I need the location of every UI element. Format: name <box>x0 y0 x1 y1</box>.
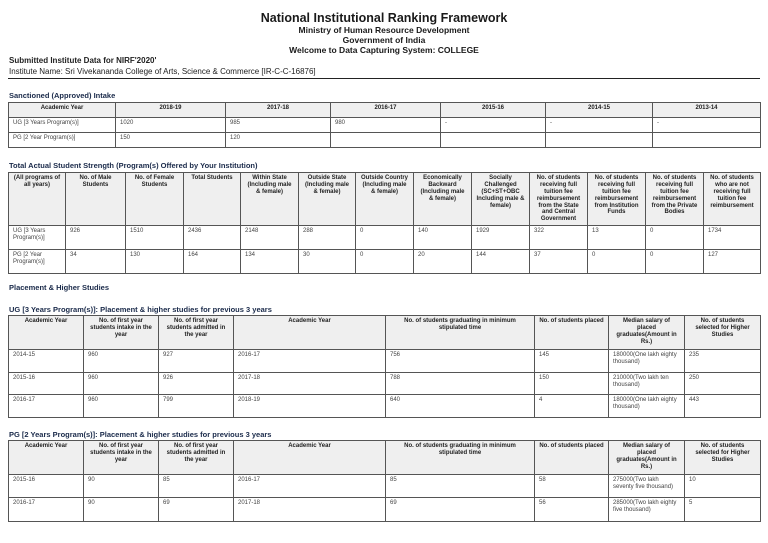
welcome-label: Welcome to Data Capturing System: COLLEGE <box>289 45 479 55</box>
column-header: No. of students receiving full tuition fee reimbursement from Institution Funds <box>588 173 646 226</box>
table-cell: 0 <box>646 226 704 250</box>
table-cell: 2017-18 <box>234 498 386 522</box>
table-cell: - <box>653 118 761 133</box>
column-header: No. of students placed <box>535 316 609 350</box>
column-header: No. of students selected for Higher Studies <box>685 441 761 475</box>
table-cell: 69 <box>159 498 234 522</box>
table-cell: 0 <box>588 250 646 274</box>
column-header: Median salary of placed graduates(Amount in Rs.) <box>609 316 685 350</box>
table-row <box>9 250 761 274</box>
table-cell <box>653 133 761 148</box>
column-header: No. of first year students admitted in the year <box>159 441 234 475</box>
table-cell: 926 <box>159 373 234 395</box>
table-cell: 180000(One lakh eighty thousand) <box>609 350 685 373</box>
column-header: Outside State (Including male & female) <box>299 173 356 226</box>
column-header: No. of first year students intake in the year <box>84 316 159 350</box>
strength-title: Total Actual Student Strength (Program(s) Offered by Your Institution) <box>9 161 258 170</box>
table-cell: 69 <box>386 498 535 522</box>
column-header: Academic Year <box>9 316 84 350</box>
column-header: Median salary of placed graduates(Amount in Rs.) <box>609 441 685 475</box>
column-header: No. of students receiving full tuition fee reimbursement from the State and Central Government <box>530 173 588 226</box>
table-cell: 2017-18 <box>234 373 386 395</box>
table-row <box>9 475 761 498</box>
table-cell: 58 <box>535 475 609 498</box>
column-header: No. of first year students intake in the year <box>84 441 159 475</box>
table-cell: 20 <box>414 250 472 274</box>
table-cell: 127 <box>704 250 761 274</box>
table-cell: 927 <box>159 350 234 373</box>
table-cell: 10 <box>685 475 761 498</box>
table-cell: 980 <box>331 118 441 133</box>
ug-placement-table <box>8 315 761 418</box>
sanctioned-intake-table <box>8 102 761 148</box>
table-cell: 2015-16 <box>9 475 84 498</box>
table-cell: 13 <box>588 226 646 250</box>
ug-placement-title: UG [3 Years Program(s)]: Placement & higher studies for previous 3 years <box>9 305 272 314</box>
column-header: No. of students selected for Higher Studies <box>685 316 761 350</box>
table-cell: 2436 <box>184 226 241 250</box>
table-cell: 235 <box>685 350 761 373</box>
table-cell: 34 <box>66 250 126 274</box>
column-header: No. of students graduating in minimum stipulated time <box>386 316 535 350</box>
table-cell <box>546 133 653 148</box>
table-cell: 180000(One lakh eighty thousand) <box>609 395 685 418</box>
table-cell: 926 <box>66 226 126 250</box>
column-header: 2018-19 <box>116 103 226 118</box>
table-cell: 37 <box>530 250 588 274</box>
table-header-row <box>9 316 761 350</box>
table-cell: 2016-17 <box>234 475 386 498</box>
column-header: 2017-18 <box>226 103 331 118</box>
column-header: No. of Male Students <box>66 173 126 226</box>
table-row <box>9 395 761 418</box>
table-cell: 144 <box>472 250 530 274</box>
table-cell: 2148 <box>241 226 299 250</box>
column-header: No. of students placed <box>535 441 609 475</box>
table-cell: 2016-17 <box>9 498 84 522</box>
table-cell: 2016-17 <box>9 395 84 418</box>
column-header: 2014-15 <box>546 103 653 118</box>
table-cell: 145 <box>535 350 609 373</box>
table-header-row <box>9 173 761 226</box>
column-header: Academic Year <box>9 441 84 475</box>
table-cell: 756 <box>386 350 535 373</box>
table-cell: 1734 <box>704 226 761 250</box>
table-row <box>9 226 761 250</box>
table-cell: 960 <box>84 395 159 418</box>
placement-title: Placement & Higher Studies <box>9 283 110 292</box>
table-cell: 1929 <box>472 226 530 250</box>
column-header: Academic Year <box>234 316 386 350</box>
table-cell: 30 <box>299 250 356 274</box>
table-cell: 2014-15 <box>9 350 84 373</box>
table-row <box>9 498 761 522</box>
table-cell: 275000(Two lakh seventy five thousand) <box>609 475 685 498</box>
table-cell <box>441 133 546 148</box>
table-cell: 1020 <box>116 118 226 133</box>
table-cell: 150 <box>535 373 609 395</box>
student-strength-table <box>8 172 761 274</box>
sanctioned-title: Sanctioned (Approved) Intake <box>9 91 116 100</box>
table-cell: 960 <box>84 373 159 395</box>
table-cell: 85 <box>159 475 234 498</box>
table-cell: 788 <box>386 373 535 395</box>
column-header: Total Students <box>184 173 241 226</box>
table-cell: PG [2 Year Program(s)] <box>9 250 66 274</box>
table-cell: 443 <box>685 395 761 418</box>
table-cell: 2016-17 <box>234 350 386 373</box>
institute-name: Institute Name: Sri Vivekananda College of Arts, Science & Commerce [IR-C-C-16876] <box>9 67 316 76</box>
table-cell: 4 <box>535 395 609 418</box>
table-row <box>9 350 761 373</box>
table-cell: - <box>546 118 653 133</box>
table-cell: PG [2 Year Program(s)] <box>9 133 116 148</box>
table-cell: 140 <box>414 226 472 250</box>
table-row <box>9 133 761 148</box>
table-cell: 288 <box>299 226 356 250</box>
table-cell: 150 <box>116 133 226 148</box>
column-header: (All programs of all years) <box>9 173 66 226</box>
table-header-row <box>9 103 761 118</box>
table-cell: 250 <box>685 373 761 395</box>
pg-placement-table <box>8 440 761 522</box>
table-row <box>9 373 761 395</box>
column-header: Economically Backward (Including male & female) <box>414 173 472 226</box>
table-header-row <box>9 441 761 475</box>
table-cell: 130 <box>126 250 184 274</box>
table-cell: - <box>441 118 546 133</box>
column-header: Within State (Including male & female) <box>241 173 299 226</box>
table-cell: 134 <box>241 250 299 274</box>
table-cell: 640 <box>386 395 535 418</box>
column-header: Outside Country (Including male & female) <box>356 173 414 226</box>
ministry-label: Ministry of Human Resource Development <box>298 25 470 35</box>
divider <box>8 78 760 79</box>
submitted-label: Submitted Institute Data for NIRF'2020' <box>9 56 157 65</box>
table-cell: 799 <box>159 395 234 418</box>
table-cell: 2018-19 <box>234 395 386 418</box>
column-header: 2013-14 <box>653 103 761 118</box>
table-cell: 164 <box>184 250 241 274</box>
table-cell: 90 <box>84 475 159 498</box>
table-row <box>9 118 761 133</box>
table-cell: 0 <box>646 250 704 274</box>
column-header: Academic Year <box>9 103 116 118</box>
table-cell <box>331 133 441 148</box>
table-cell: UG [3 Years Program(s)] <box>9 226 66 250</box>
table-cell: 960 <box>84 350 159 373</box>
table-cell: 0 <box>356 226 414 250</box>
page-title: National Institutional Ranking Framework <box>260 11 508 25</box>
table-cell: 5 <box>685 498 761 522</box>
column-header: No. of students who are not receiving full tuition fee reimbursement <box>704 173 761 226</box>
column-header: 2015-16 <box>441 103 546 118</box>
table-cell: 985 <box>226 118 331 133</box>
column-header: No. of first year students admitted in the year <box>159 316 234 350</box>
table-cell: 2015-16 <box>9 373 84 395</box>
table-cell: 322 <box>530 226 588 250</box>
table-cell: 85 <box>386 475 535 498</box>
column-header: No. of Female Students <box>126 173 184 226</box>
table-cell: 0 <box>356 250 414 274</box>
table-cell: 210000(Two lakh ten thousand) <box>609 373 685 395</box>
table-cell: 285000(Two lakh eighty five thousand) <box>609 498 685 522</box>
column-header: Academic Year <box>234 441 386 475</box>
table-cell: 90 <box>84 498 159 522</box>
table-cell: 1510 <box>126 226 184 250</box>
table-cell: 120 <box>226 133 331 148</box>
government-label: Government of India <box>342 35 426 45</box>
column-header: No. of students receiving full tuition fee reimbursement from the Private Bodies <box>646 173 704 226</box>
column-header: Socially Challenged (SC+ST+OBC Including male & female) <box>472 173 530 226</box>
pg-placement-title: PG [2 Years Program(s)]: Placement & higher studies for previous 3 years <box>9 430 272 439</box>
table-cell: 56 <box>535 498 609 522</box>
column-header: No. of students graduating in minimum stipulated time <box>386 441 535 475</box>
table-cell: UG [3 Years Program(s)] <box>9 118 116 133</box>
column-header: 2016-17 <box>331 103 441 118</box>
